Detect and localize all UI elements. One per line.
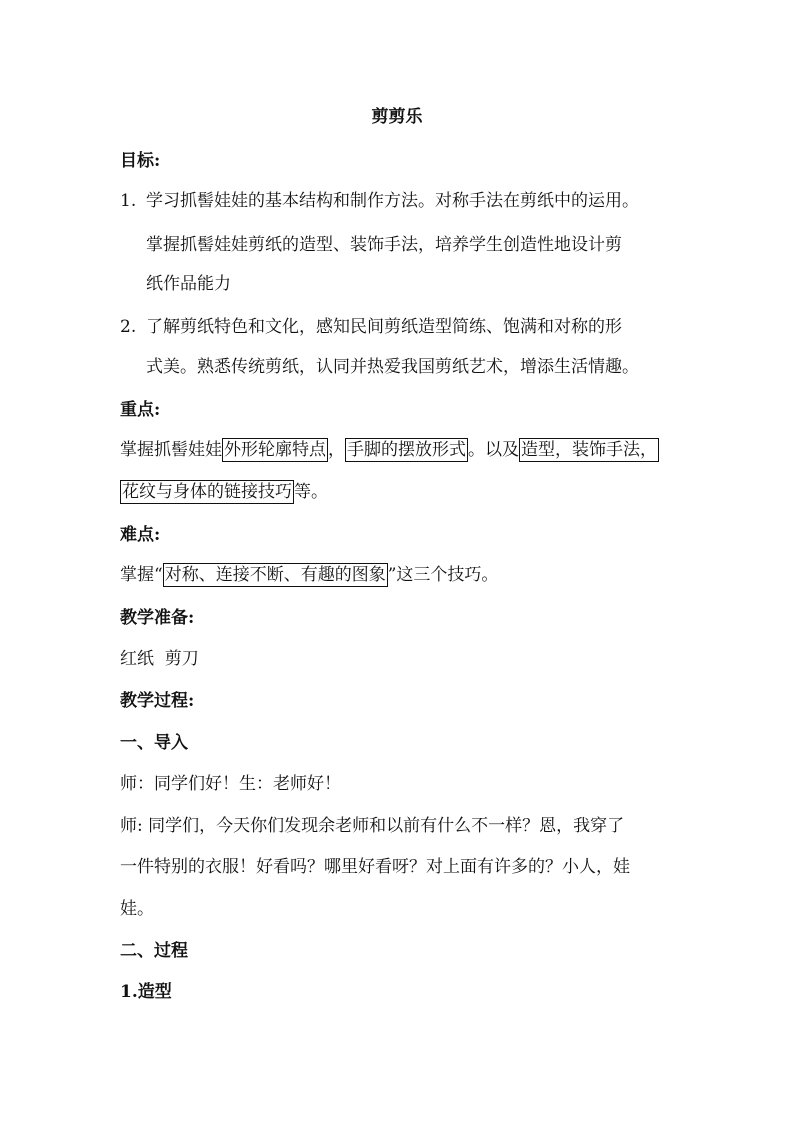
process-part-2-heading: 二、过程 <box>120 941 188 961</box>
difficulties-heading: 难点: <box>120 525 161 545</box>
key-point-pattern-box: 花纹与身体的链接技巧 <box>122 482 292 502</box>
key-points-text-4: 等。 <box>294 482 328 502</box>
difficulty-skills-box: 对称、连接不断、有趣的图象 <box>164 565 386 585</box>
difficulties-text-2: ”这三个技巧。 <box>387 565 499 585</box>
page-title: 剪剪乐 <box>371 107 423 127</box>
key-points-text-3: 。以及 <box>468 440 519 460</box>
key-points-line-1 <box>120 439 659 461</box>
dialog-line-2: 师: 同学们，今天你们发现余老师和以前有什么不一样？恩，我穿了 <box>120 816 625 836</box>
difficulties-line <box>120 564 498 586</box>
process-sub-heading: 1.造型 <box>120 982 172 1002</box>
key-points-text-1: 掌握抓髻娃娃 <box>120 440 222 460</box>
goal-item-1-text-2: 掌握抓髻娃娃剪纸的造型、装饰手法，培养学生创造性地设计剪 <box>146 235 622 255</box>
goal-item-1-line-1 <box>120 190 639 212</box>
key-point-outline-box: 外形轮廓特点 <box>224 440 326 460</box>
preparation-text: 红纸 剪刀 <box>120 649 199 669</box>
key-point-decoration-box: 造型，装饰手法， <box>521 440 657 460</box>
goal-item-1-text-3: 纸作品能力 <box>146 274 231 294</box>
goal-item-2-text-1: 了解剪纸特色和文化，感知民间剪纸造型简练、饱满和对称的形 <box>146 317 622 337</box>
preparation-heading: 教学准备: <box>120 608 195 628</box>
key-points-line-2 <box>120 481 328 503</box>
dialog-line-3: 一件特别的衣服！好看吗？哪里好看呀？对上面有许多的？小人，娃 <box>120 857 630 877</box>
goal-item-2-line-1 <box>120 316 622 338</box>
goal-item-2-text-2: 式美。熟悉传统剪纸，认同并热爱我国剪纸艺术，增添生活情趣。 <box>146 357 639 377</box>
goal-item-1-text-1: 学习抓髻娃娃的基本结构和制作方法。对称手法在剪纸中的运用。 <box>146 191 639 211</box>
goal-item-1-number: 1. <box>120 191 137 211</box>
dialog-line-4: 娃。 <box>120 899 154 919</box>
key-points-text-2: ， <box>328 440 345 460</box>
process-heading: 教学过程: <box>120 691 195 711</box>
goal-item-2-number: 2. <box>120 317 137 337</box>
dialog-line-1: 师：同学们好！生：老师好！ <box>120 774 341 794</box>
key-points-heading: 重点: <box>120 400 161 420</box>
intro-heading: 一、导入 <box>120 733 188 753</box>
difficulties-text-1: 掌握“ <box>120 565 163 585</box>
goals-heading: 目标: <box>120 151 161 171</box>
key-point-limbs-box: 手脚的摆放形式 <box>347 440 466 460</box>
